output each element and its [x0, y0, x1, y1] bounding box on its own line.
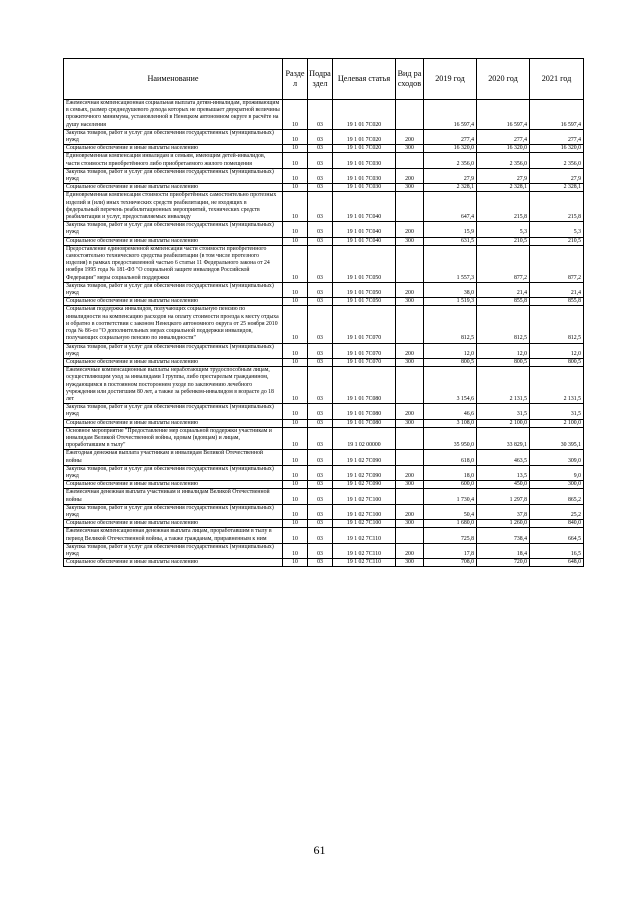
row-value-2021: 277,4 [530, 129, 584, 144]
row-value-2019: 812,5 [424, 306, 477, 343]
row-value-2021: 840,0 [530, 520, 584, 528]
row-target-article: 19 1 01 7С070 [333, 343, 396, 358]
row-expense-type [396, 489, 424, 504]
row-value-2021: 27,9 [530, 168, 584, 183]
row-name: Закупка товаров, работ и услуг для обеспечения государственных (муниципальных) нужд [64, 504, 283, 519]
row-value-2019: 15,9 [424, 222, 477, 237]
row-target-article: 19 1 01 7С070 [333, 358, 396, 366]
row-section: 10 [283, 222, 308, 237]
row-section: 10 [283, 367, 308, 404]
row-target-article: 19 1 01 7С030 [333, 168, 396, 183]
row-value-2021: 25,2 [530, 504, 584, 519]
row-value-2020: 463,5 [477, 450, 530, 465]
row-value-2020: 2 100,0 [477, 419, 530, 427]
row-name: Ежемесячная денежная выплата участникам и инвалидам Великой Отечественной войны [64, 489, 283, 504]
header-2021: 2021 год [530, 59, 584, 100]
row-expense-type: 300 [396, 237, 424, 245]
table-row [64, 237, 584, 245]
row-section: 10 [283, 504, 308, 519]
row-expense-type: 300 [396, 184, 424, 192]
row-target-article: 19 1 01 7С040 [333, 237, 396, 245]
row-value-2019: 16 597,4 [424, 100, 477, 130]
header-row [64, 59, 584, 100]
row-value-2020: 812,5 [477, 306, 530, 343]
row-value-2020: 21,4 [477, 282, 530, 297]
row-value-2021: 855,8 [530, 298, 584, 306]
row-subsection: 03 [308, 192, 333, 222]
row-name: Закупка товаров, работ и услуг для обеспечения государственных (муниципальных) нужд [64, 543, 283, 558]
header-expense-type: Вид расходов [396, 59, 424, 100]
row-value-2019: 277,4 [424, 129, 477, 144]
row-subsection: 03 [308, 367, 333, 404]
row-subsection: 03 [308, 100, 333, 130]
row-subsection: 03 [308, 504, 333, 519]
row-target-article: 19 1 02 7С090 [333, 450, 396, 465]
row-expense-type [396, 427, 424, 450]
row-name: Закупка товаров, работ и услуг для обеспечения государственных (муниципальных) нужд [64, 404, 283, 419]
row-value-2019: 1 730,4 [424, 489, 477, 504]
row-expense-type: 300 [396, 559, 424, 567]
page-number: 61 [313, 843, 326, 857]
table-row [64, 245, 584, 282]
row-value-2021: 300,0 [530, 481, 584, 489]
row-name: Закупка товаров, работ и услуг для обеспечения государственных (муниципальных) нужд [64, 168, 283, 183]
row-name: Закупка товаров, работ и услуг для обеспечения государственных (муниципальных) нужд [64, 282, 283, 297]
row-section: 10 [283, 528, 308, 543]
row-subsection: 03 [308, 245, 333, 282]
row-name: Ежемесячная компенсационная денежная выплата лицам, проработавшим в тылу в период Великой Отечественной войны, а также гражданам, приравненным к ним [64, 528, 283, 543]
table-row [64, 145, 584, 153]
row-name: Социальное обеспечение и иные выплаты населению [64, 520, 283, 528]
row-expense-type: 200 [396, 168, 424, 183]
row-value-2021: 21,4 [530, 282, 584, 297]
row-subsection: 03 [308, 489, 333, 504]
row-value-2021: 800,5 [530, 358, 584, 366]
row-target-article: 19 1 01 7С050 [333, 282, 396, 297]
row-section: 10 [283, 427, 308, 450]
row-value-2020: 31,5 [477, 404, 530, 419]
header-section: Раздел [283, 59, 308, 100]
table-row [64, 528, 584, 543]
row-value-2019: 38,0 [424, 282, 477, 297]
row-value-2020: 2 356,0 [477, 153, 530, 168]
row-name: Социальное обеспечение и иные выплаты населению [64, 481, 283, 489]
row-value-2020: 16 320,0 [477, 145, 530, 153]
table-row [64, 427, 584, 450]
row-value-2020: 720,0 [477, 559, 530, 567]
row-value-2021: 16 597,4 [530, 100, 584, 130]
row-value-2019: 3 108,0 [424, 419, 477, 427]
row-section: 10 [283, 282, 308, 297]
row-subsection: 03 [308, 520, 333, 528]
row-expense-type: 300 [396, 481, 424, 489]
row-value-2021: 12,0 [530, 343, 584, 358]
row-subsection: 03 [308, 465, 333, 480]
row-name: Основное мероприятие "Предоставление мер социальной поддержки участникам и инвалидам Великой Отечественной войны, вдовам (вдовцам) и лицам, проработавшим в тылу" [64, 427, 283, 450]
row-expense-type [396, 192, 424, 222]
row-value-2020: 37,8 [477, 504, 530, 519]
row-value-2019: 12,0 [424, 343, 477, 358]
row-value-2019: 1 519,3 [424, 298, 477, 306]
row-value-2019: 27,9 [424, 168, 477, 183]
row-value-2021: 865,2 [530, 489, 584, 504]
row-expense-type [396, 100, 424, 130]
row-section: 10 [283, 343, 308, 358]
row-section: 10 [283, 129, 308, 144]
table-row [64, 168, 584, 183]
table-row [64, 184, 584, 192]
table-row [64, 298, 584, 306]
row-name: Предоставление единовременной компенсации части стоимости приобретенного самостоятельно технического средства реабилитации (в том числе протезного изделия) в рамках предоставленной частью 6 статьи 11 Федерального закона от 24 ноября 1995 года № 181-ФЗ "О социальной защите инвалидов Российской Федерации" меры социальной поддержки [64, 245, 283, 282]
row-target-article: 19 1 01 7С050 [333, 245, 396, 282]
row-value-2020: 2 328,1 [477, 184, 530, 192]
row-target-article: 19 1 01 7С080 [333, 367, 396, 404]
row-section: 10 [283, 489, 308, 504]
header-target-article: Целевая статья [333, 59, 396, 100]
row-section: 10 [283, 192, 308, 222]
row-target-article: 19 1 01 7С030 [333, 184, 396, 192]
row-expense-type: 200 [396, 504, 424, 519]
row-target-article: 19 1 01 7С040 [333, 222, 396, 237]
row-value-2019: 708,0 [424, 559, 477, 567]
row-subsection: 03 [308, 559, 333, 567]
table-row [64, 465, 584, 480]
row-name: Закупка товаров, работ и услуг для обеспечения государственных (муниципальных) нужд [64, 343, 283, 358]
row-value-2019: 647,4 [424, 192, 477, 222]
row-value-2020: 800,5 [477, 358, 530, 366]
row-expense-type: 300 [396, 520, 424, 528]
row-value-2021: 30 395,1 [530, 427, 584, 450]
row-section: 10 [283, 100, 308, 130]
row-expense-type: 200 [396, 404, 424, 419]
row-section: 10 [283, 237, 308, 245]
row-value-2019: 725,8 [424, 528, 477, 543]
row-name: Единовременная компенсация стоимости приобретённых самостоятельно протезных изделий и (или) иных технических средств реабилитации, не входящих в федеральный перечень реабилитационных мероприятий, технических средств реабилитации и услуг, предоставляемых инвалиду [64, 192, 283, 222]
row-target-article: 19 1 01 7С030 [333, 153, 396, 168]
row-value-2021: 812,5 [530, 306, 584, 343]
row-section: 10 [283, 358, 308, 366]
row-value-2019: 618,0 [424, 450, 477, 465]
row-target-article: 19 1 01 7С080 [333, 419, 396, 427]
row-expense-type: 300 [396, 298, 424, 306]
row-subsection: 03 [308, 404, 333, 419]
row-value-2021: 877,2 [530, 245, 584, 282]
row-value-2020: 738,4 [477, 528, 530, 543]
table-row [64, 450, 584, 465]
row-value-2020: 215,8 [477, 192, 530, 222]
table-row [64, 306, 584, 343]
row-subsection: 03 [308, 358, 333, 366]
table-row [64, 520, 584, 528]
row-value-2021: 2 328,1 [530, 184, 584, 192]
table-row [64, 419, 584, 427]
row-name: Социальное обеспечение и иные выплаты населению [64, 358, 283, 366]
table-row [64, 489, 584, 504]
row-target-article: 19 1 02 7С090 [333, 465, 396, 480]
row-value-2020: 1 260,0 [477, 520, 530, 528]
row-expense-type: 200 [396, 543, 424, 558]
table-row [64, 192, 584, 222]
row-section: 10 [283, 520, 308, 528]
row-name: Социальное обеспечение и иные выплаты населению [64, 298, 283, 306]
row-section: 10 [283, 184, 308, 192]
row-value-2020: 33 829,1 [477, 427, 530, 450]
row-subsection: 03 [308, 237, 333, 245]
row-expense-type: 200 [396, 222, 424, 237]
row-expense-type: 200 [396, 282, 424, 297]
row-value-2021: 210,5 [530, 237, 584, 245]
row-subsection: 03 [308, 528, 333, 543]
row-value-2021: 2 356,0 [530, 153, 584, 168]
row-expense-type [396, 528, 424, 543]
row-value-2020: 18,4 [477, 543, 530, 558]
row-target-article: 19 1 01 7С070 [333, 306, 396, 343]
row-target-article: 19 1 02 7С100 [333, 504, 396, 519]
row-subsection: 03 [308, 306, 333, 343]
table-row [64, 343, 584, 358]
row-subsection: 03 [308, 184, 333, 192]
row-expense-type [396, 245, 424, 282]
row-section: 10 [283, 481, 308, 489]
row-section: 10 [283, 465, 308, 480]
row-expense-type [396, 367, 424, 404]
row-target-article: 19 1 02 00000 [333, 427, 396, 450]
row-section: 10 [283, 450, 308, 465]
row-value-2019: 2 328,1 [424, 184, 477, 192]
row-subsection: 03 [308, 282, 333, 297]
row-value-2020: 1 297,8 [477, 489, 530, 504]
row-target-article: 19 1 01 7С080 [333, 404, 396, 419]
row-value-2020: 450,0 [477, 481, 530, 489]
row-value-2019: 18,0 [424, 465, 477, 480]
row-section: 10 [283, 419, 308, 427]
row-value-2020: 877,2 [477, 245, 530, 282]
row-section: 10 [283, 153, 308, 168]
row-section: 10 [283, 559, 308, 567]
row-value-2020: 12,0 [477, 343, 530, 358]
row-target-article: 19 1 02 7С110 [333, 559, 396, 567]
row-name: Социальное обеспечение и иные выплаты населению [64, 237, 283, 245]
header-name: Наименование [64, 59, 283, 100]
row-expense-type: 200 [396, 465, 424, 480]
row-value-2021: 648,0 [530, 559, 584, 567]
table-row [64, 222, 584, 237]
row-target-article: 19 1 01 7С020 [333, 129, 396, 144]
table-row [64, 559, 584, 567]
row-name: Социальная поддержка инвалидов, получающих социальную пенсию по инвалидности на компенсацию расходов на оплату стоимости проезда к месту отдыха и обратно в соответствии с законом Ненецкого автономного округа от 25 ноября 2010 года № 86-оз "О дополнительных мерах социальной поддержки инвалидов, получающих социальную пенсию по инвалидности" [64, 306, 283, 343]
row-target-article: 19 1 01 7С020 [333, 145, 396, 153]
table-body [64, 100, 584, 567]
row-value-2021: 5,3 [530, 222, 584, 237]
row-expense-type: 300 [396, 358, 424, 366]
row-value-2021: 2 100,0 [530, 419, 584, 427]
row-value-2020: 5,3 [477, 222, 530, 237]
row-name: Ежемесячная компенсационная социальная выплата детям-инвалидам, проживающим в семьях, размер среднедушевого дохода которых не превышает двукратной величины прожиточного минимума, установленной в Ненецком автономном округе в расчёте на душу населения [64, 100, 283, 130]
row-target-article: 19 1 02 7С110 [333, 528, 396, 543]
row-name: Ежегодная денежная выплата участникам и инвалидам Великой Отечественной войны [64, 450, 283, 465]
row-value-2019: 16 320,0 [424, 145, 477, 153]
row-subsection: 03 [308, 481, 333, 489]
row-value-2019: 3 154,6 [424, 367, 477, 404]
row-value-2021: 31,5 [530, 404, 584, 419]
row-value-2020: 13,5 [477, 465, 530, 480]
row-expense-type [396, 153, 424, 168]
row-subsection: 03 [308, 222, 333, 237]
row-value-2020: 210,5 [477, 237, 530, 245]
row-target-article: 19 1 01 7С040 [333, 192, 396, 222]
row-value-2021: 9,0 [530, 465, 584, 480]
row-target-article: 19 1 02 7С090 [333, 481, 396, 489]
row-subsection: 03 [308, 168, 333, 183]
row-value-2019: 46,6 [424, 404, 477, 419]
row-expense-type [396, 306, 424, 343]
row-value-2019: 1 680,0 [424, 520, 477, 528]
row-section: 10 [283, 404, 308, 419]
row-value-2020: 277,4 [477, 129, 530, 144]
header-subsection: Подраздел [308, 59, 333, 100]
row-value-2021: 309,0 [530, 450, 584, 465]
table-row [64, 481, 584, 489]
row-subsection: 03 [308, 298, 333, 306]
row-section: 10 [283, 168, 308, 183]
table-row [64, 404, 584, 419]
row-target-article: 19 1 02 7С100 [333, 520, 396, 528]
row-expense-type: 200 [396, 343, 424, 358]
row-value-2019: 17,8 [424, 543, 477, 558]
row-value-2020: 855,8 [477, 298, 530, 306]
row-value-2019: 2 356,0 [424, 153, 477, 168]
row-name: Закупка товаров, работ и услуг для обеспечения государственных (муниципальных) нужд [64, 129, 283, 144]
row-name: Социальное обеспечение и иные выплаты населению [64, 419, 283, 427]
row-name: Ежемесячные компенсационные выплаты неработающим трудоспособным лицам, осуществляющим уход за инвалидами I группы, либо престарелым гражданином, нуждающимся в постоянном постороннем уходе по заключению лечебного учреждения или достигшим 80 лет, а также за ребенком-инвалидом в возрасте до 18 лет [64, 367, 283, 404]
row-expense-type [396, 450, 424, 465]
row-value-2021: 16 320,0 [530, 145, 584, 153]
row-value-2021: 215,8 [530, 192, 584, 222]
row-name: Социальное обеспечение и иные выплаты населению [64, 184, 283, 192]
row-section: 10 [283, 298, 308, 306]
row-value-2021: 664,5 [530, 528, 584, 543]
table-row [64, 504, 584, 519]
row-section: 10 [283, 245, 308, 282]
table-row [64, 153, 584, 168]
row-expense-type: 200 [396, 129, 424, 144]
row-value-2019: 50,4 [424, 504, 477, 519]
row-name: Закупка товаров, работ и услуг для обеспечения государственных (муниципальных) нужд [64, 465, 283, 480]
table-row [64, 282, 584, 297]
row-value-2021: 2 131,5 [530, 367, 584, 404]
budget-table [63, 58, 584, 567]
row-subsection: 03 [308, 543, 333, 558]
table-row [64, 367, 584, 404]
row-name: Единовременная компенсация инвалидам и семьям, имеющим детей-инвалидов, части стоимости приобретённого либо приобретаемого жилого помещения [64, 153, 283, 168]
row-value-2020: 16 597,4 [477, 100, 530, 130]
row-name: Социальное обеспечение и иные выплаты населению [64, 559, 283, 567]
row-name: Закупка товаров, работ и услуг для обеспечения государственных (муниципальных) нужд [64, 222, 283, 237]
row-subsection: 03 [308, 153, 333, 168]
table-row [64, 100, 584, 130]
row-value-2020: 2 131,5 [477, 367, 530, 404]
table-row [64, 358, 584, 366]
table-row [64, 129, 584, 144]
header-2020: 2020 год [477, 59, 530, 100]
row-value-2019: 35 950,0 [424, 427, 477, 450]
row-name: Социальное обеспечение и иные выплаты населению [64, 145, 283, 153]
row-target-article: 19 1 02 7С100 [333, 489, 396, 504]
header-2019: 2019 год [424, 59, 477, 100]
row-section: 10 [283, 306, 308, 343]
table-row [64, 543, 584, 558]
row-section: 10 [283, 543, 308, 558]
row-subsection: 03 [308, 145, 333, 153]
row-target-article: 19 1 01 7С050 [333, 298, 396, 306]
row-subsection: 03 [308, 129, 333, 144]
row-value-2019: 631,5 [424, 237, 477, 245]
row-subsection: 03 [308, 450, 333, 465]
row-target-article: 19 1 01 7С020 [333, 100, 396, 130]
row-value-2020: 27,9 [477, 168, 530, 183]
row-value-2019: 800,5 [424, 358, 477, 366]
row-section: 10 [283, 145, 308, 153]
row-subsection: 03 [308, 427, 333, 450]
row-value-2019: 600,0 [424, 481, 477, 489]
row-expense-type: 300 [396, 419, 424, 427]
row-value-2019: 1 557,3 [424, 245, 477, 282]
row-target-article: 19 1 02 7С110 [333, 543, 396, 558]
row-subsection: 03 [308, 419, 333, 427]
row-subsection: 03 [308, 343, 333, 358]
row-expense-type: 300 [396, 145, 424, 153]
row-value-2021: 16,5 [530, 543, 584, 558]
